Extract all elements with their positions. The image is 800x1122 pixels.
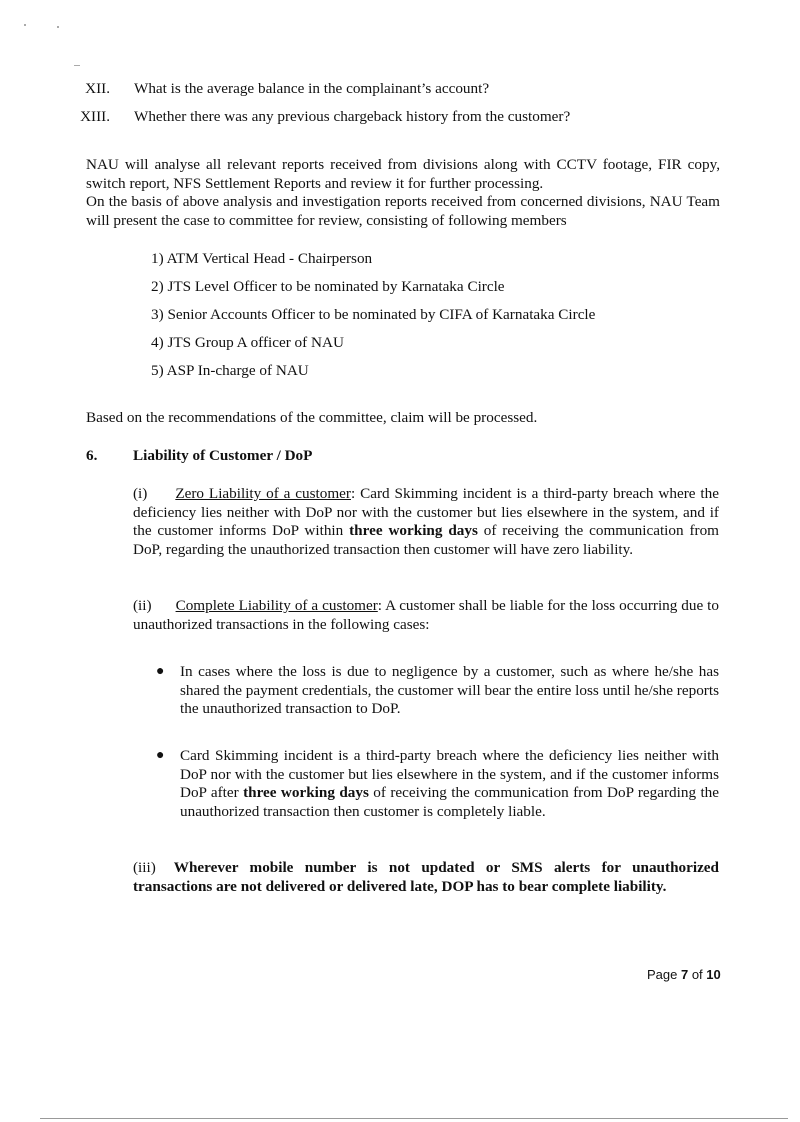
- item-marker: (iii): [133, 859, 156, 876]
- item-text: : Card Skimming incident is a third-party breach where the deficiency lies neither with DoP nor with the customer but lies elsewhere in the system, and if the customer informs DoP within: [133, 485, 719, 540]
- item-heading: Complete Liability of a customer: [175, 597, 378, 614]
- item-text: Wherever mobile number is not updated or SMS alerts for unauthorized transactions are not delivered or delivered late, DOP has to bear complete liability.: [133, 859, 719, 895]
- item-zero-liability: [133, 485, 719, 559]
- bullet-text: of receiving the communication from DoP regarding the unauthorized transaction then customer is completely liable.: [180, 784, 719, 820]
- item-text: of receiving the communication from DoP, regarding the unauthorized transaction then customer will have zero liability.: [133, 522, 719, 558]
- member-item: 5) ASP In-charge of NAU: [151, 362, 309, 379]
- bullet-icon: ●: [156, 664, 165, 679]
- question-number: XII.: [85, 80, 110, 97]
- bottom-edge-line: [40, 1118, 788, 1119]
- scan-speck: [24, 24, 26, 26]
- scan-speck: [57, 26, 59, 28]
- item-marker: (i): [133, 485, 148, 502]
- nau-analysis-paragraph: NAU will analyse all relevant reports received from divisions along with CCTV footage, FIR copy, switch report, NFS Settlement Reports and review it for further processing.: [86, 156, 720, 192]
- committee-paragraph: On the basis of above analysis and investigation reports received from concerned divisions, NAU Team will present the case to committee for review, consisting of following members: [86, 193, 720, 229]
- item-text: : A customer shall be liable for the loss occurring due to unauthorized transactions in the following cases:: [133, 597, 719, 633]
- bullet-text: In cases where the loss is due to negligence by a customer, such as where he/she has shared the payment credentials, the customer will bear the entire loss until he/she reports the unauthorized transaction to DoP.: [180, 663, 719, 718]
- recommendation-paragraph: Based on the recommendations of the committee, claim will be processed.: [86, 409, 538, 426]
- bullet-text: Card Skimming incident is a third-party breach where the deficiency lies neither with DoP nor with the customer but lies elsewhere in the system, and if the customer informs DoP after: [180, 747, 719, 802]
- item-dop-liability: [133, 859, 719, 896]
- bullet-icon: ●: [156, 748, 165, 763]
- bullet-item-negligence: [180, 663, 719, 719]
- member-item: 2) JTS Level Officer to be nominated by Karnataka Circle: [151, 278, 505, 295]
- total-pages: 10: [706, 967, 721, 982]
- emphasis-three-working-days: three working days: [349, 522, 478, 540]
- page-of-label: of: [688, 967, 707, 982]
- page-label: Page: [647, 967, 681, 982]
- page-number: [647, 967, 721, 982]
- question-text: What is the average balance in the complainant’s account?: [134, 80, 490, 97]
- item-complete-liability: [133, 597, 719, 634]
- bullet-item-skimming: [180, 747, 719, 821]
- scan-speck: [74, 65, 80, 66]
- emphasis-three-working-days: three working days: [243, 784, 369, 802]
- section-number: 6.: [86, 447, 98, 464]
- member-item: 3) Senior Accounts Officer to be nominated by CIFA of Karnataka Circle: [151, 306, 596, 323]
- item-heading: Zero Liability of a customer: [175, 485, 351, 502]
- member-item: 1) ATM Vertical Head - Chairperson: [151, 250, 373, 267]
- question-number: XIII.: [80, 108, 110, 125]
- member-item: 4) JTS Group A officer of NAU: [151, 334, 344, 351]
- item-marker: (ii): [133, 597, 152, 614]
- question-text: Whether there was any previous chargeback history from the customer?: [134, 108, 571, 125]
- section-title: Liability of Customer / DoP: [133, 447, 313, 464]
- current-page: 7: [680, 967, 689, 982]
